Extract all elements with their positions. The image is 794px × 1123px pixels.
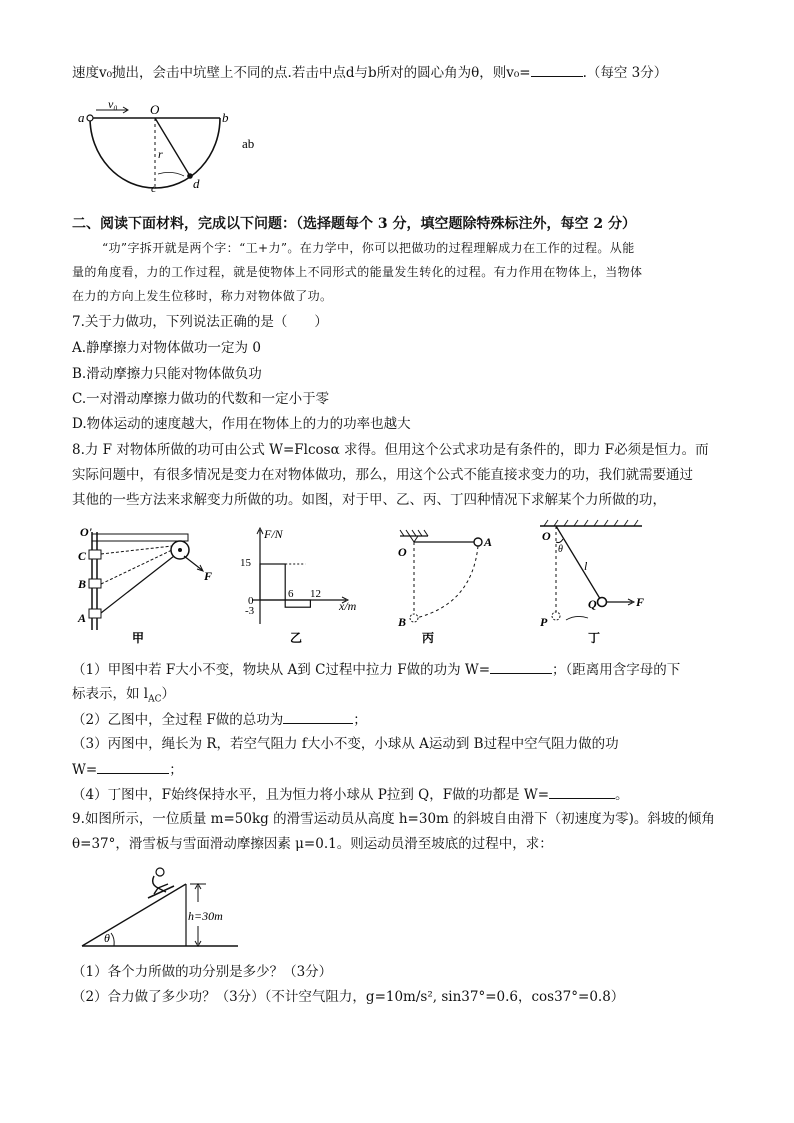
bowl-label-r: r xyxy=(158,147,163,161)
passage-line-3: 在力的方向上发生位移时，称力对物体做了功。 xyxy=(72,289,333,303)
q8-sub2-end: ； xyxy=(353,712,367,728)
q7-option-b[interactable]: B.滑动摩擦力只能对物体做负功 xyxy=(72,366,262,382)
q9-line-1: 9.如图所示，一位质量 m=50kg 的滑雪运动员从高度 h=30m 的斜坡自由滑下（初速度为零)。斜坡的倾角 xyxy=(72,811,715,827)
q8-line-3: 其他的一些方法来求解变力所做的功。如图，对于甲、乙、丙、丁四种情况下求解某个力所做的功， xyxy=(72,492,666,508)
ding-label-F: F xyxy=(636,595,645,609)
q8-line-1: 8.力 F 对物体所做的功可由公式 W=Flcosα 求得。但用这个公式求功是有条件的，即力 F必须是恒力。而 xyxy=(72,442,709,458)
bing-label-B: B xyxy=(398,615,407,629)
passage-line-1: “功”字拆开就是两个字：“工+力”。在力学中，你可以把做功的过程理解成力在工作的过程。从能 xyxy=(102,241,635,255)
q8-sub1-note-end: ） xyxy=(161,686,175,702)
q8-sub2-text: （2）乙图中，全过程 F做的总功为 xyxy=(72,712,284,728)
q9-line-2: θ=37°，滑雪板与雪面滑动摩擦因素 μ=0.1。则运动员滑至坡底的过程中，求： xyxy=(72,836,553,852)
yi-tick-6: 6 xyxy=(288,588,294,600)
bing-caption: 丙 xyxy=(422,631,435,645)
slope-label-h: h=30m xyxy=(188,909,223,923)
q8-sub1-line-2 xyxy=(72,684,175,710)
yi-bar-positive xyxy=(260,564,285,600)
jia-label-F: F xyxy=(204,569,213,583)
fig-yi xyxy=(236,524,366,648)
fig-ding xyxy=(536,518,666,648)
q8-sub1-note: ；（距离用含字母的下 xyxy=(552,662,681,678)
bowl-label-O: O xyxy=(150,102,160,117)
ding-label-O: O xyxy=(542,529,551,543)
jia-caption: 甲 xyxy=(132,631,145,645)
bowl-label-a: a xyxy=(78,110,85,125)
ding-label-theta: θ xyxy=(558,544,563,555)
q7-option-d[interactable]: D.物体运动的速度越大，作用在物体上的力的功率也越大 xyxy=(72,416,411,432)
q7-option-a[interactable]: A.静摩擦力对物体做功一定为 0 xyxy=(72,340,261,356)
yi-caption: 乙 xyxy=(290,631,303,645)
q8-sub2-line xyxy=(72,709,367,730)
q8-sub1-line xyxy=(72,659,680,680)
ding-label-Q: Q xyxy=(588,597,597,611)
fig-jia xyxy=(76,524,226,648)
yi-bar-negative xyxy=(285,600,310,607)
fig-slope xyxy=(78,862,248,954)
ding-label-P: P xyxy=(540,615,548,629)
bowl-label-d: d xyxy=(193,176,200,191)
q8-sub3-blank[interactable] xyxy=(97,759,169,774)
fig-bing xyxy=(392,524,512,648)
bing-label-O: O xyxy=(398,545,407,559)
bowl-label-b: b xyxy=(222,110,229,125)
q8-sub1-text: （1）甲图中若 F大小不变，物块从 A到 C过程中拉力 F做的功为 W= xyxy=(72,662,491,678)
ding-caption: 丁 xyxy=(588,631,601,645)
yi-tick-0: 0 xyxy=(248,595,254,607)
q8-sub3-line: （3）丙图中，绳长为 R，若空气阻力 f大小不变，小球从 A运动到 B过程中空气阻力做的功 xyxy=(72,736,619,752)
bowl-label-ab: ab xyxy=(242,136,255,151)
passage-line-2: 量的角度看，力的工作过程，就是使物体上不同形式的能量发生转化的过程。有力作用在物体上，当物体 xyxy=(72,265,643,279)
q7-option-c[interactable]: C.一对滑动摩擦力做功的代数和一定小于零 xyxy=(72,391,330,407)
jia-label-O: O' xyxy=(80,525,92,539)
q8-sub3-end: ； xyxy=(169,762,183,778)
q8-sub1-blank[interactable] xyxy=(490,659,552,674)
jia-label-B: B xyxy=(78,577,87,591)
bing-label-A: A xyxy=(484,535,493,549)
bowl-figure xyxy=(72,100,272,198)
q8-sub3-line-2 xyxy=(72,759,183,780)
bowl-label-v0: v₀ xyxy=(108,100,118,111)
ding-label-l: l xyxy=(584,559,588,573)
q8-line-2: 实际问题中，有很多情况是变力在对物体做功，那么，用这个公式不能直接求变力的功，我们就需要通过 xyxy=(72,467,693,483)
q8-sub1-note-2: 标表示，如 l xyxy=(72,686,149,702)
slope-label-theta: θ xyxy=(104,931,110,945)
q8-sub4-end: 。 xyxy=(615,787,629,803)
bowl-label-c: c xyxy=(151,181,157,195)
section-2-heading: 二、阅读下面材料，完成以下问题：（选择题每个 3 分，填空题除特殊标注外，每空 2 分） xyxy=(72,216,636,232)
q8-sub4-text: （4）丁图中，F始终保持水平，且为恒力将小球从 P拉到 Q，F做的功都是 W= xyxy=(72,787,550,803)
q8-sub4-line xyxy=(72,784,629,805)
q8-sub3-text-2: W= xyxy=(72,762,98,778)
q9-sub1: （1）各个力所做的功分别是多少？（3分） xyxy=(72,964,333,980)
q7-stem: 7.关于力做功，下列说法正确的是（ ） xyxy=(72,314,328,330)
jia-label-A: A xyxy=(78,611,87,625)
jia-label-C: C xyxy=(78,549,87,563)
q6-tail-line xyxy=(72,62,667,83)
yi-xlabel: x/m xyxy=(339,599,357,613)
q6-answer-blank[interactable] xyxy=(531,62,583,77)
q8-sub4-blank[interactable] xyxy=(549,784,615,799)
q8-sub1-subscript: AC xyxy=(148,694,162,705)
q9-sub2: （2）合力做了多少功？（3分）（不计空气阻力，g=10m/s², sin37°=0.6，cos37°=0.8） xyxy=(72,989,625,1005)
q8-sub2-blank[interactable] xyxy=(283,709,353,724)
q6-tail-suffix: .（每空 3分） xyxy=(582,65,668,81)
yi-tick-12: 12 xyxy=(310,588,321,600)
yi-ylabel: F/N xyxy=(264,527,283,541)
yi-tick-m3: -3 xyxy=(245,605,255,617)
yi-tick-15: 15 xyxy=(240,557,251,569)
q6-tail-text: 速度v₀抛出，会击中坑壁上不同的点.若击中点d与b所对的圆心角为θ，则v₀= xyxy=(72,65,531,81)
